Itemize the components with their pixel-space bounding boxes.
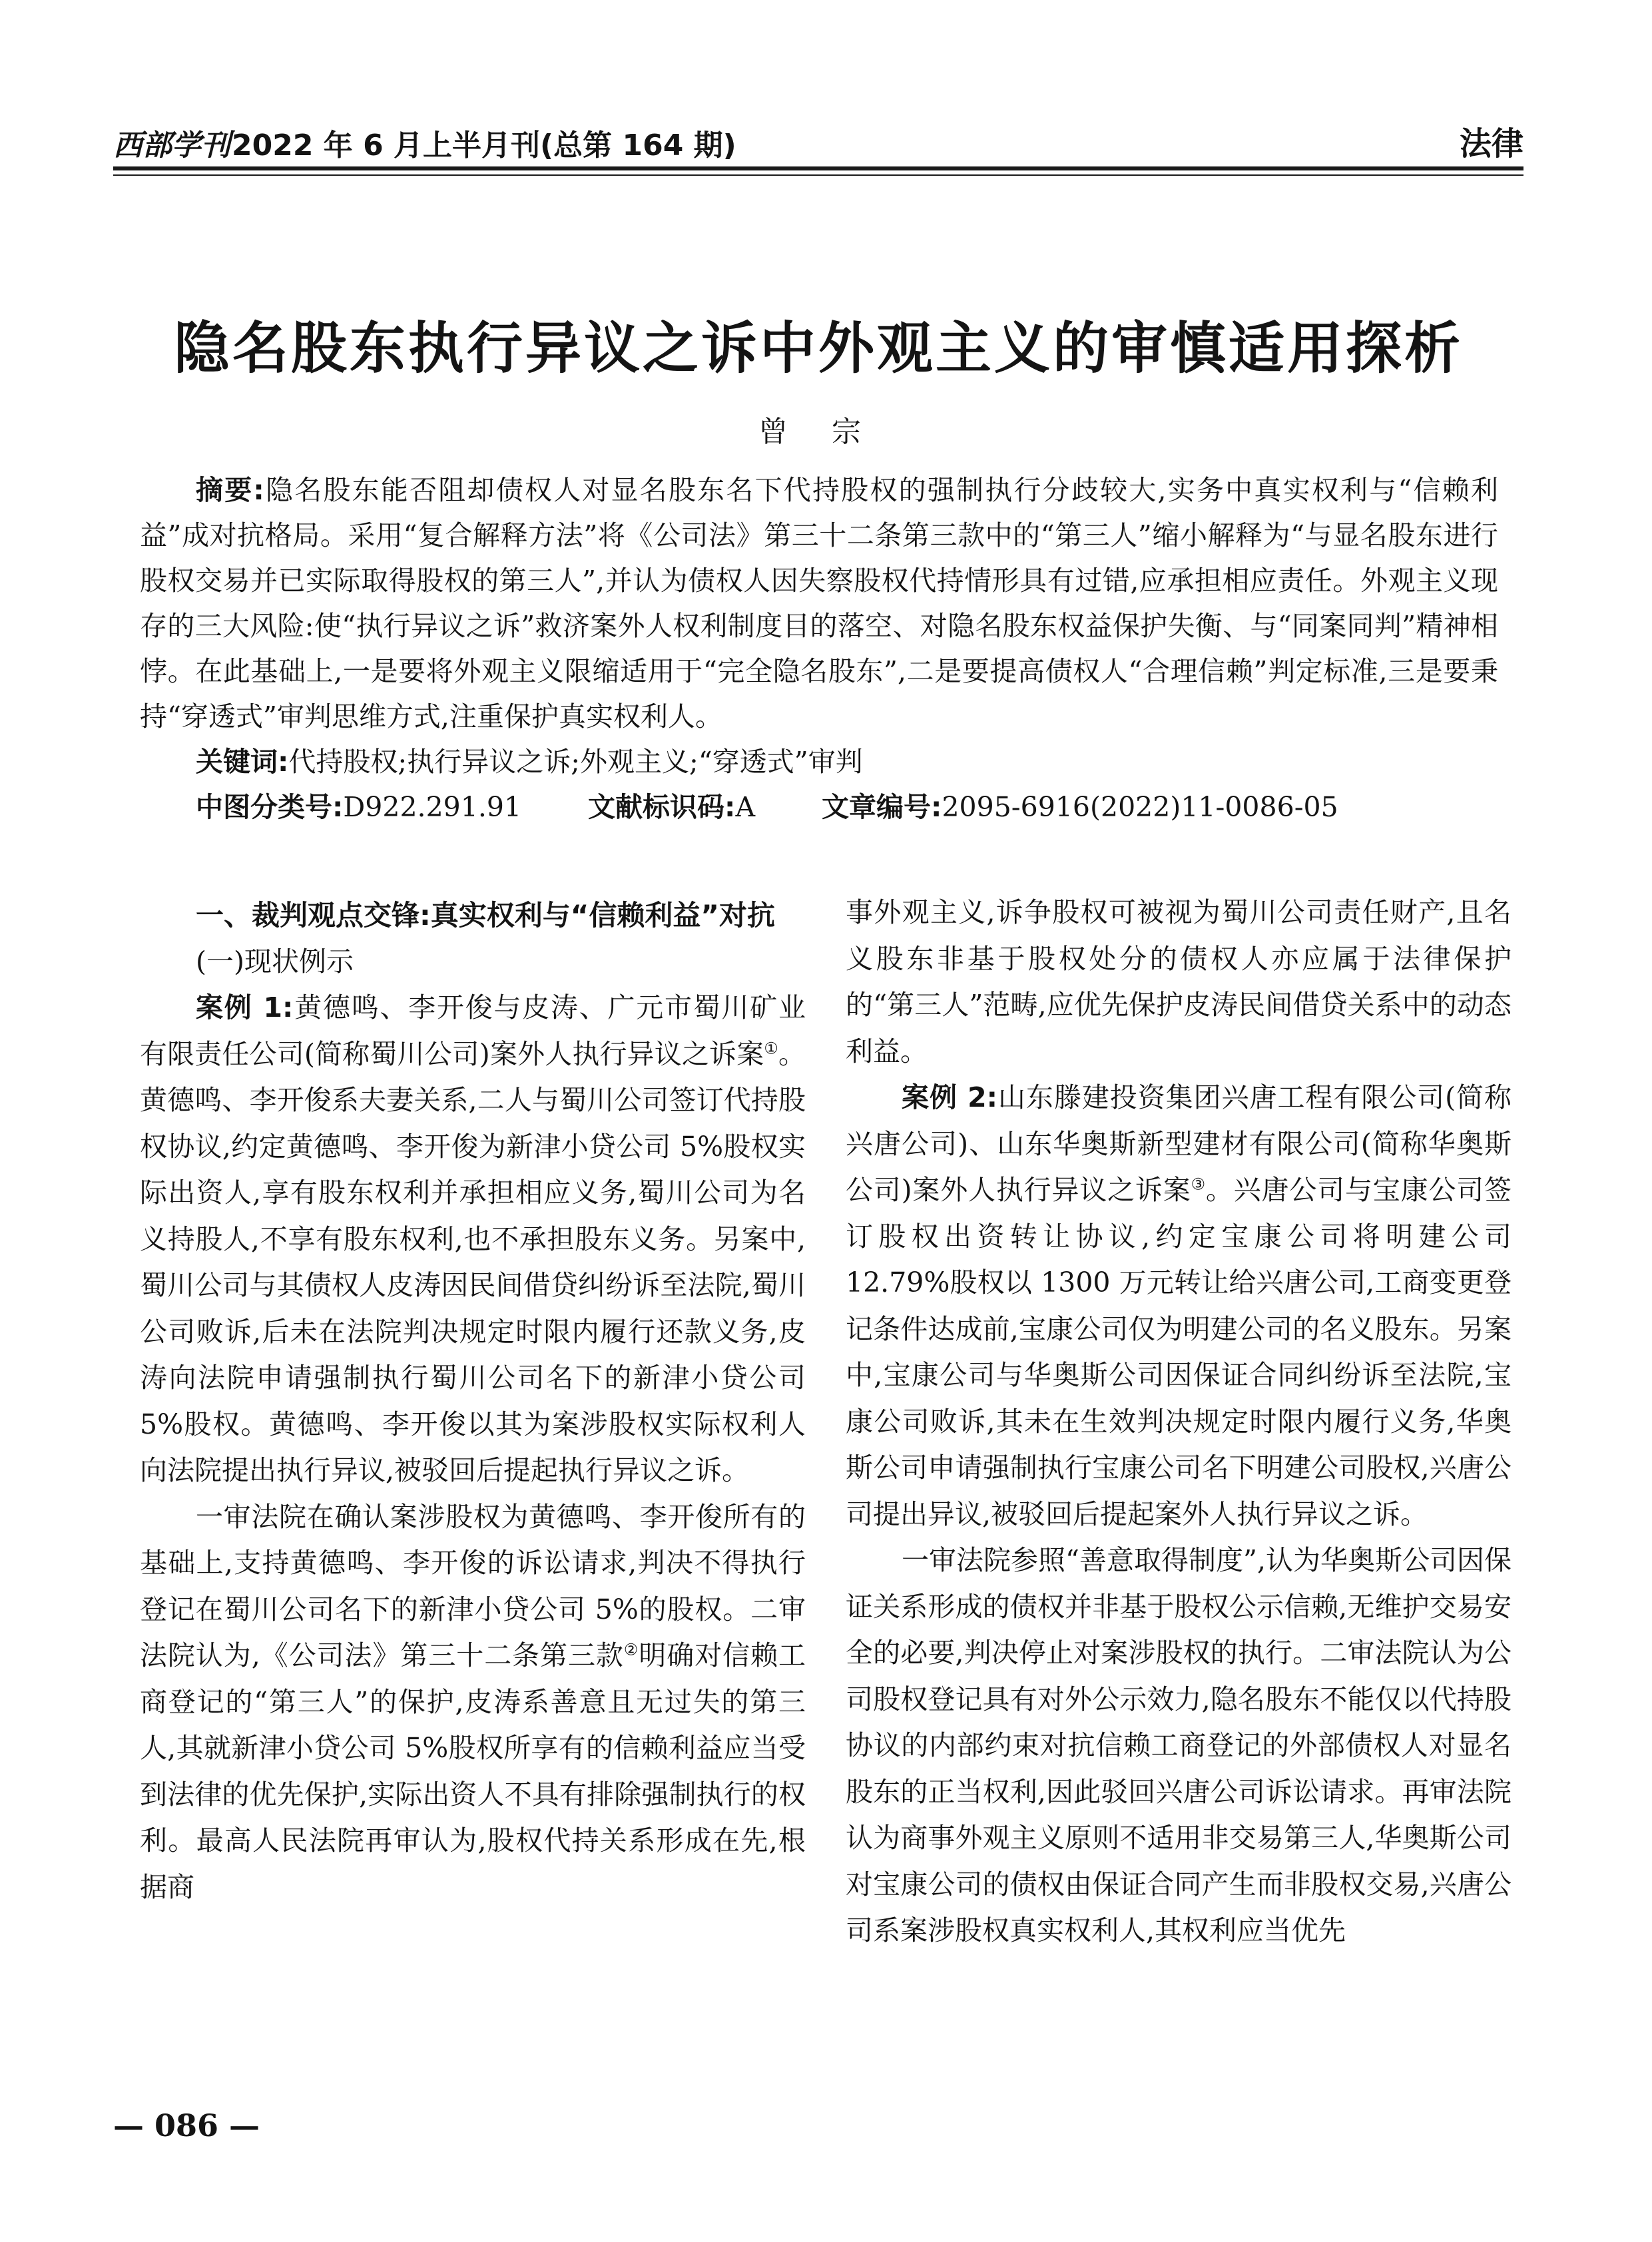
running-header bbox=[113, 112, 1523, 164]
doc-code-item bbox=[588, 784, 755, 830]
case-1-text-a: 黄德鸣、李开俊与皮涛、广元市蜀川矿业有限责任公司(简称蜀川公司)案外人执行异议之诉案 bbox=[140, 991, 806, 1070]
journal-logo: 西部学刊 bbox=[113, 129, 230, 162]
clc-value: D922.291.91 bbox=[343, 791, 522, 823]
section-label: 法律 bbox=[1459, 125, 1523, 162]
abstract-paragraph bbox=[140, 467, 1498, 739]
court-ruling-paragraph bbox=[140, 1494, 806, 1911]
continued-paragraph: 事外观主义,诉争股权可被视为蜀川公司责任财产,且名义股东非基于股权处分的债权人亦应属于法律保护的“第三人”范畴,应优先保护皮涛民间借贷关系中的动态利益。 bbox=[846, 896, 1512, 1067]
ruling-text-a: 一审法院在确认案涉股权为黄德鸣、李开俊所有的基础上,支持黄德鸣、李开俊的诉讼请求,判决不得执行登记在蜀川公司名下的新津小贷公司 5%的股权。二审法院认为,《公司法》第三十二条第三款 bbox=[140, 1500, 806, 1671]
left-column bbox=[140, 892, 806, 1910]
article-title: 隐名股东执行异议之诉中外观主义的审慎适用探析 bbox=[173, 316, 1463, 382]
case-1-text-b: 。黄德鸣、李开俊系夫妻关系,二人与蜀川公司签订代持股权协议,约定黄德鸣、李开俊为新津小贷公司 5%股权实际出资人,享有股东权利并承担相应义务,蜀川公司为名义持股人,不享有股东权利,也不承担股东义务。另案中,蜀川公司与其债权人皮涛因民间借贷纠纷诉至法院,蜀川公司败诉,后未在法院判决规定时限内履行还款义务,皮涛向法院申请强制执行蜀川公司名下的新津小贷公司 5%股权。黄德鸣、李开俊以其为案涉股权实际权利人向法院提出执行异议,被驳回后提起执行异议之诉。 bbox=[140, 1037, 806, 1486]
sub-heading: (一)现状例示 bbox=[196, 945, 354, 978]
doc-code-label: 文献标识码: bbox=[588, 791, 736, 823]
article-number-item bbox=[822, 784, 1338, 830]
keywords-line bbox=[140, 739, 1498, 784]
issue-info: 2022 年 6 月上半月刊(总第 164 期) bbox=[232, 129, 736, 162]
keywords-text: 代持股权;执行异议之诉;外观主义;“穿透式”审判 bbox=[288, 746, 863, 778]
header-rule-thin bbox=[113, 174, 1523, 176]
case-2-text-a: 山东滕建投资集团兴唐工程有限公司(简称兴唐公司)、山东华奥斯新型建材有限公司(简称华奥斯公司)案外人执行异议之诉案 bbox=[846, 1081, 1512, 1206]
article-number-label: 文章编号: bbox=[822, 791, 942, 823]
clc-item bbox=[196, 784, 521, 830]
page-number: — 086 — bbox=[113, 2107, 260, 2143]
author-name: 曾 宗 bbox=[758, 415, 878, 449]
ruling-text-b: 明确对信赖工商登记的“第三人”的保护,皮涛系善意且无过失的第三人,其就新津小贷公司 5%股权所享有的信赖利益应当受到法律的优先保护,实际出资人不具有排除强制执行的权利。最高人民法院再审认为,股权代持关系形成在先,根据商 bbox=[140, 1639, 806, 1903]
right-column bbox=[846, 890, 1512, 1954]
footnote-marker: ② bbox=[623, 1640, 639, 1659]
clc-label: 中图分类号: bbox=[196, 791, 344, 823]
case-2-ruling-paragraph: 一审法院参照“善意取得制度”,认为华奥斯公司因保证关系形成的债权并非基于股权公示信赖,无维护交易安全的必要,判决停止对案涉股权的执行。二审法院认为公司股权登记具有对外公示效力,隐名股东不能仅以代持股协议的内部约束对抗信赖工商登记的外部债权人对显名股东的正当权利,因此驳回兴唐公司诉讼请求。再审法院认为商事外观主义原则不适用非交易第三人,华奥斯公司对宝康公司的债权由保证合同产生而非股权交易,兴唐公司系案涉股权真实权利人,其权利应当优先 bbox=[846, 1544, 1512, 1946]
case-1-label: 案例 1: bbox=[196, 991, 294, 1023]
section-heading: 一、裁判观点交锋:真实权利与“信赖利益”对抗 bbox=[196, 899, 776, 932]
keywords-label: 关键词: bbox=[196, 746, 289, 778]
abstract-block bbox=[140, 467, 1498, 830]
footnote-marker: ③ bbox=[1191, 1175, 1206, 1194]
article-number-value: 2095-6916(2022)11-0086-05 bbox=[942, 791, 1338, 823]
case-2-paragraph bbox=[846, 1075, 1512, 1538]
footnote-marker: ① bbox=[764, 1038, 778, 1057]
header-rule-thick bbox=[113, 166, 1523, 170]
doc-code-value: A bbox=[735, 791, 756, 823]
case-2-text-b: 。兴唐公司与宝康公司签订股权出资转让协议,约定宝康公司将明建公司 12.79%股权以 1300 万元转让给兴唐公司,工商变更登记条件达成前,宝康公司仅为明建公司的名义股东。另案中,宝康公司与华奥斯公司因保证合同纠纷诉至法院,宝康公司败诉,其未在生效判决规定时限内履行义务,华奥斯公司申请强制执行宝康公司名下明建公司股权,兴唐公司提出异议,被驳回后提起案外人执行异议之诉。 bbox=[846, 1174, 1512, 1530]
case-1-paragraph bbox=[140, 985, 806, 1494]
abstract-text: 隐名股东能否阻却债权人对显名股东名下代持股权的强制执行分歧较大,实务中真实权利与“信赖利益”成对抗格局。采用“复合解释方法”将《公司法》第三十二条第三款中的“第三人”缩小解释为“与显名股东进行股权交易并已实际取得股权的第三人”,并认为债权人因失察股权代持情形具有过错,应承担相应责任。外观主义现存的三大风险:使“执行异议之诉”救济案外人权利制度目的落空、对隐名股东权益保护失衡、与“同案同判”精神相悖。在此基础上,一是要将外观主义限缩适用于“完全隐名股东”,二是要提高债权人“合理信赖”判定标准,三是要秉持“穿透式”审判思维方式,注重保护真实权利人。 bbox=[140, 474, 1498, 732]
abstract-label: 摘要: bbox=[196, 474, 264, 506]
case-2-label: 案例 2: bbox=[902, 1081, 998, 1113]
journal-issue-line bbox=[113, 121, 736, 164]
classification-line bbox=[140, 784, 1498, 830]
